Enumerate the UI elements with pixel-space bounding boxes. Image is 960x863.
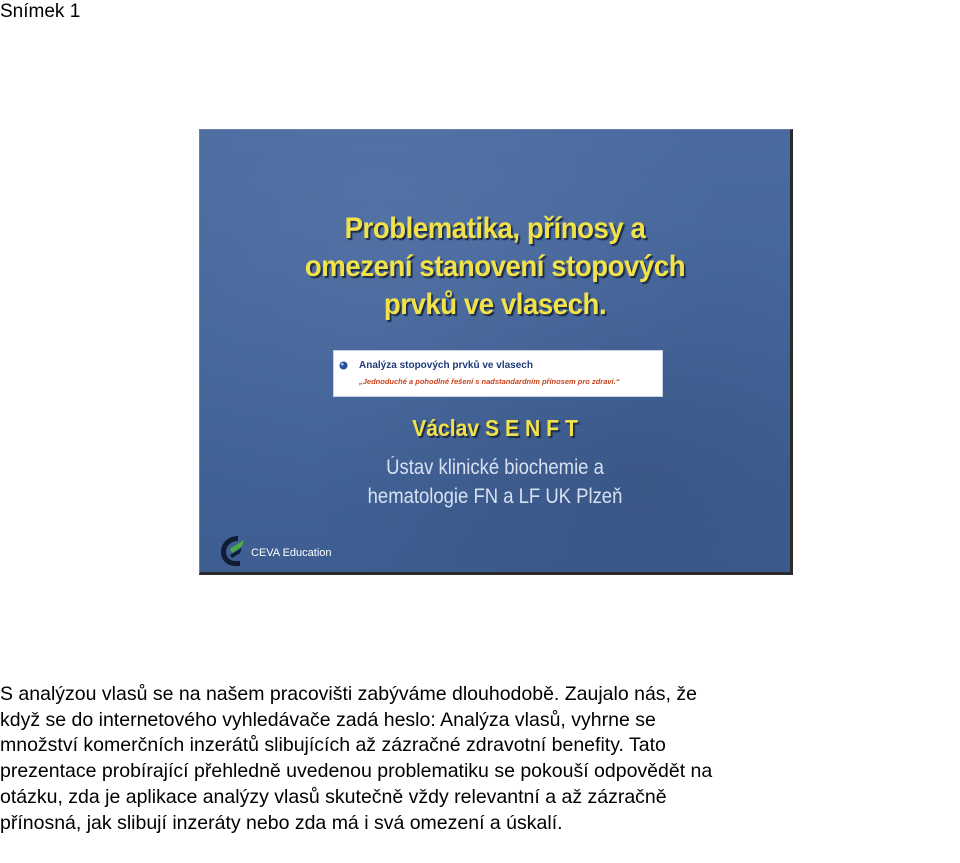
notes-line: přínosná, jak slibují inzeráty nebo zda má i svá omezení a úskalí. [0,811,563,834]
ad-banner [333,350,663,397]
institute-line: hematologie FN a LF UK Plzeň [367,485,623,508]
logo-text: CEVA Education [251,547,332,559]
notes-line: otázku, zda je aplikace analýzy vlasů skutečně vždy relevantní a až zázračně [0,785,667,808]
slide-title-line: omezení stanovení stopových [304,250,686,283]
slide-title-line: prvků ve vlasech. [383,288,607,321]
institute [235,453,754,511]
notes-line: množství komerčních inzerátů slibujících až zázračné zdravotní benefity. Tato [0,734,666,757]
banner-heading: Analýza stopových prvků ve vlasech [359,360,533,371]
notes-line: když se do internetového vyhledávače zadá heslo: Analýza vlasů, vyhrne se [0,708,656,731]
ceva-logo [218,534,398,570]
slide-notes [0,682,960,836]
slide-thumbnail [199,129,793,575]
ceva-logo-icon [218,534,246,568]
slide-title-line: Problematika, přínosy a [344,212,646,245]
notes-line: S analýzou vlasů se na našem pracovišti zabýváme dlouhodobě. Zaujalo nás, že [0,683,697,705]
author-name: Václav S E N F T [412,415,578,441]
bullet-icon [339,361,348,370]
banner-tagline: „Jednoduché a pohodlné řešení s nadstandardním přínosem pro zdraví.“ [359,377,620,386]
institute-line: Ústav klinické biochemie a [386,456,604,479]
notes-line: prezentace probírající přehledně uvedenou problematiku se pokouší odpovědět na [0,760,713,783]
slide-title [224,210,767,324]
page-label: Snímek 1 [0,1,81,22]
